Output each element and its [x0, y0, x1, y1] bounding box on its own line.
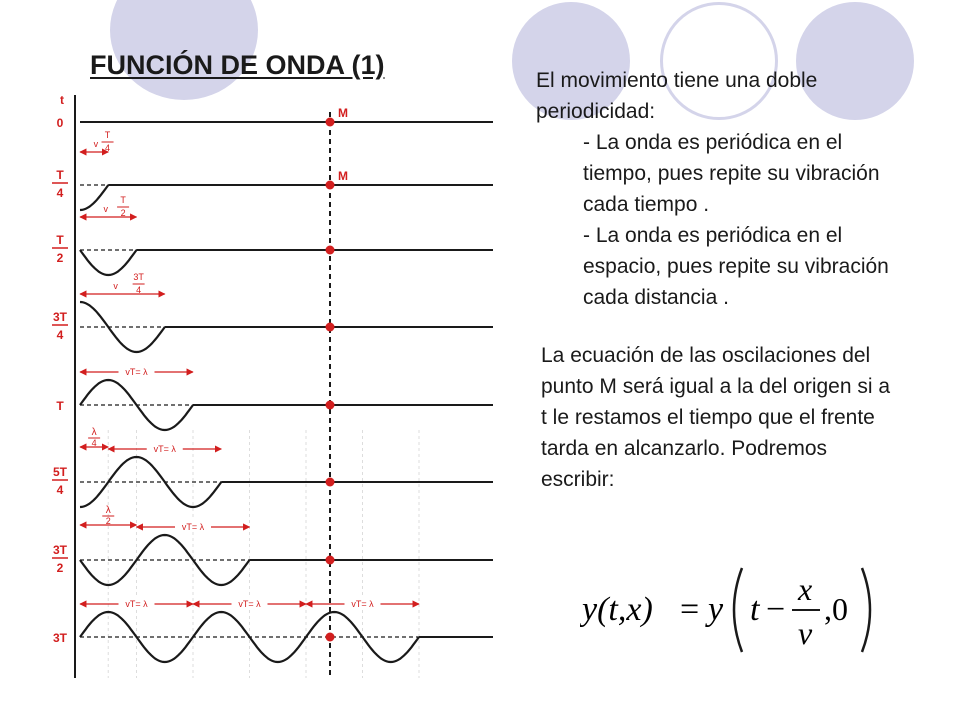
- time-label-num: 3T: [52, 310, 68, 324]
- point-m: [326, 323, 335, 332]
- wavelength-label: vT= λ: [125, 599, 148, 609]
- point-m: [326, 633, 335, 642]
- time-label: T: [56, 399, 64, 413]
- formula-den: v: [798, 615, 813, 651]
- point-m-label: M: [338, 169, 348, 183]
- time-label-den: 2: [56, 561, 64, 575]
- intro-text: El movimiento tiene una doble periodicidad:: [536, 69, 818, 123]
- lambda-frac-den: 4: [91, 438, 97, 448]
- formula-tail: ,0: [824, 591, 848, 627]
- point-m: [326, 118, 335, 127]
- time-label-num: 3T: [52, 543, 68, 557]
- time-label-num: 5T: [52, 465, 68, 479]
- wave-profile: [80, 250, 137, 275]
- time-label: 3T: [52, 631, 68, 645]
- time-label-den: 4: [56, 328, 64, 342]
- bullet-space: - La onda es periódica en el espacio, pues repite su vibración cada distancia .: [583, 224, 889, 309]
- formula-t: t: [750, 591, 760, 628]
- equation-text: La ecuación de las oscilaciones del punto M será igual a la del origen si a t le restamos el tiempo que el frente tarda en alcanzarlo. Podremos escribir:: [541, 344, 891, 491]
- page-title: FUNCIÓN DE ONDA (1): [90, 50, 385, 80]
- front-frac-den: 2: [120, 208, 126, 218]
- front-frac-num: T: [120, 195, 126, 205]
- speed-symbol: v: [93, 139, 99, 149]
- wave-formula: [580, 560, 880, 660]
- lambda-frac-num: λ: [91, 427, 97, 438]
- lambda-frac-den: 2: [105, 516, 111, 526]
- formula-minus: −: [766, 591, 786, 628]
- time-label-den: 4: [56, 186, 64, 200]
- wavelength-label: vT= λ: [153, 444, 176, 454]
- formula-eq: =: [680, 591, 700, 628]
- formula-num: x: [798, 571, 813, 607]
- wavelength-label: vT= λ: [351, 599, 374, 609]
- front-frac-den: 4: [105, 143, 111, 153]
- point-m: [326, 401, 335, 410]
- formula-fn: y: [708, 591, 724, 628]
- formula-lhs: y(t,x): [582, 591, 653, 628]
- speed-symbol: v: [103, 204, 109, 214]
- point-m: [326, 556, 335, 565]
- point-m-label: M: [338, 106, 348, 120]
- front-frac-den: 4: [136, 285, 142, 295]
- wavelength-label: vT= λ: [125, 367, 148, 377]
- bullet-time: - La onda es periódica en el tiempo, pues repite su vibración cada tiempo .: [583, 131, 880, 216]
- time-label: 0: [56, 116, 64, 130]
- speed-symbol: v: [113, 281, 118, 291]
- front-frac-num: 3T: [133, 272, 144, 282]
- formula-left-paren: [734, 568, 742, 652]
- formula-right-paren: [862, 568, 870, 652]
- point-m: [326, 478, 335, 487]
- time-label-num: T: [56, 233, 64, 247]
- wavelength-label: vT= λ: [181, 522, 205, 532]
- front-frac-num: T: [104, 130, 111, 140]
- wavelength-label: vT= λ: [238, 599, 261, 609]
- point-m: [326, 181, 335, 190]
- lambda-frac-num: λ: [105, 505, 111, 516]
- time-label-den: 2: [56, 251, 64, 265]
- time-label-num: T: [56, 168, 64, 182]
- point-m: [326, 246, 335, 255]
- time-label-den: 4: [56, 483, 64, 497]
- axis-label: t: [60, 93, 64, 107]
